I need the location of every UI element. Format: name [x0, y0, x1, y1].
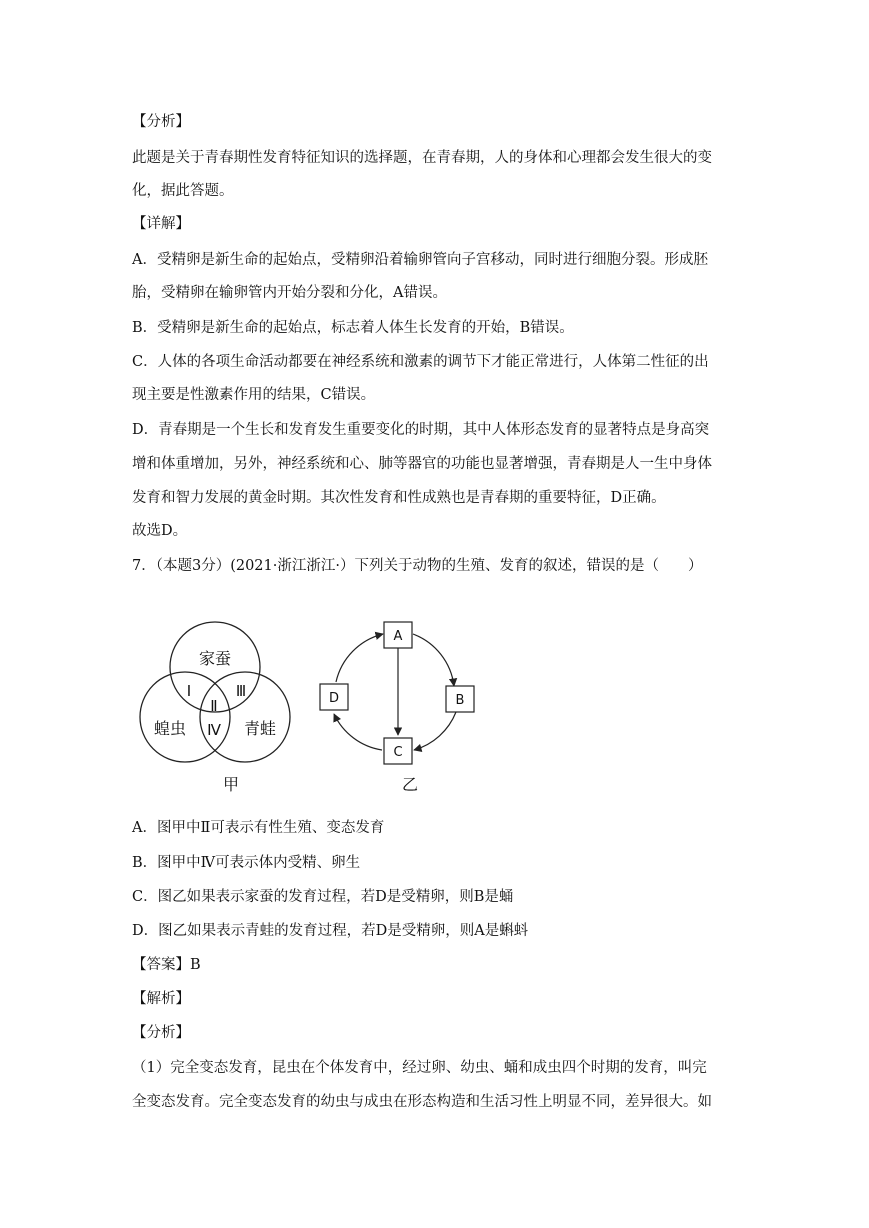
venn-diagram-jia: [130, 612, 300, 797]
question-7-stem: 7．（本题3分）(2021·浙江浙江·）下列关于动物的生殖、发育的叙述，错误的是（ ）: [132, 558, 703, 574]
figure-caption-jia: 甲: [222, 775, 240, 794]
figure-caption-yi: 乙: [401, 775, 419, 794]
option-c: C．图乙如果表示家蚕的发育过程，若D是受精卵，则B是蛹: [132, 889, 514, 905]
venn-region-4: Ⅳ: [207, 721, 221, 739]
node-label-a: A: [393, 629, 403, 644]
cycle-diagram-yi: [312, 618, 492, 798]
venn-label-left: 蝗虫: [153, 719, 187, 738]
detail-a-line: 胎，受精卵在输卵管内开始分裂和分化，A错误。: [132, 285, 447, 301]
analysis-2-line: 全变态发育。完全变态发育的幼虫与成虫在形态构造和生活习性上明显不同，差异很大。如: [132, 1094, 712, 1110]
answer-line: 【答案】B: [132, 957, 201, 973]
arrow-d-to-a: [336, 634, 383, 682]
analysis-text-line: 化，据此答题。: [132, 183, 234, 199]
venn-region-3: Ⅲ: [235, 682, 247, 700]
analysis-text-line: 此题是关于青春期性发育特征知识的选择题，在青春期，人的身体和心理都会发生很大的变: [132, 150, 712, 166]
detail-d-line: 增和体重增加，另外，神经系统和心、肺等器官的功能也显著增强，青春期是人一生中身体: [132, 456, 712, 472]
option-d: D．图乙如果表示青蛙的发育过程，若D是受精卵，则A是蝌蚪: [132, 923, 529, 939]
section-heading-analysis: 【分析】: [132, 114, 190, 130]
node-label-d: D: [328, 691, 340, 706]
detail-d-line: 发育和智力发展的黄金时期。其次性发育和性成熟也是青春期的重要特征，D正确。: [132, 490, 666, 506]
node-label-c: C: [393, 745, 403, 760]
arrow-c-to-d: [334, 714, 382, 750]
section-heading-analysis-2: 【分析】: [132, 1025, 190, 1041]
section-heading-detail: 【详解】: [132, 216, 190, 232]
arrow-a-to-b: [413, 634, 454, 686]
venn-circle-left: [140, 672, 230, 762]
detail-a-line: A．受精卵是新生命的起始点，受精卵沿着输卵管向子宫移动，同时进行细胞分裂。形成胚: [132, 252, 708, 268]
detail-c-line: 现主要是性激素作用的结果，C错误。: [132, 387, 376, 403]
option-a: A．图甲中Ⅱ可表示有性生殖、变态发育: [132, 820, 385, 836]
analysis-2-line: （1）完全变态发育，昆虫在个体发育中，经过卵、幼虫、蛹和成虫四个时期的发育，叫完: [132, 1060, 707, 1076]
node-label-b: B: [455, 693, 465, 708]
venn-region-1: Ⅰ: [186, 682, 192, 700]
conclusion-text: 故选D。: [132, 523, 188, 539]
detail-d-line: D．青春期是一个生长和发育发生重要变化的时期，其中人体形态发育的显著特点是身高突: [132, 422, 710, 438]
venn-label-right: 青蛙: [243, 719, 277, 738]
venn-label-top: 家蚕: [198, 649, 232, 668]
venn-region-2: Ⅱ: [210, 697, 218, 715]
detail-b-line: B．受精卵是新生命的起始点，标志着人体生长发育的开始，B错误。: [132, 320, 574, 336]
section-heading-explain: 【解析】: [132, 991, 190, 1007]
option-b: B．图甲中Ⅳ可表示体内受精、卵生: [132, 855, 361, 871]
detail-c-line: C．人体的各项生命活动都要在神经系统和激素的调节下才能正常进行，人体第二性征的出: [132, 354, 709, 370]
arrow-b-to-c: [414, 712, 456, 750]
